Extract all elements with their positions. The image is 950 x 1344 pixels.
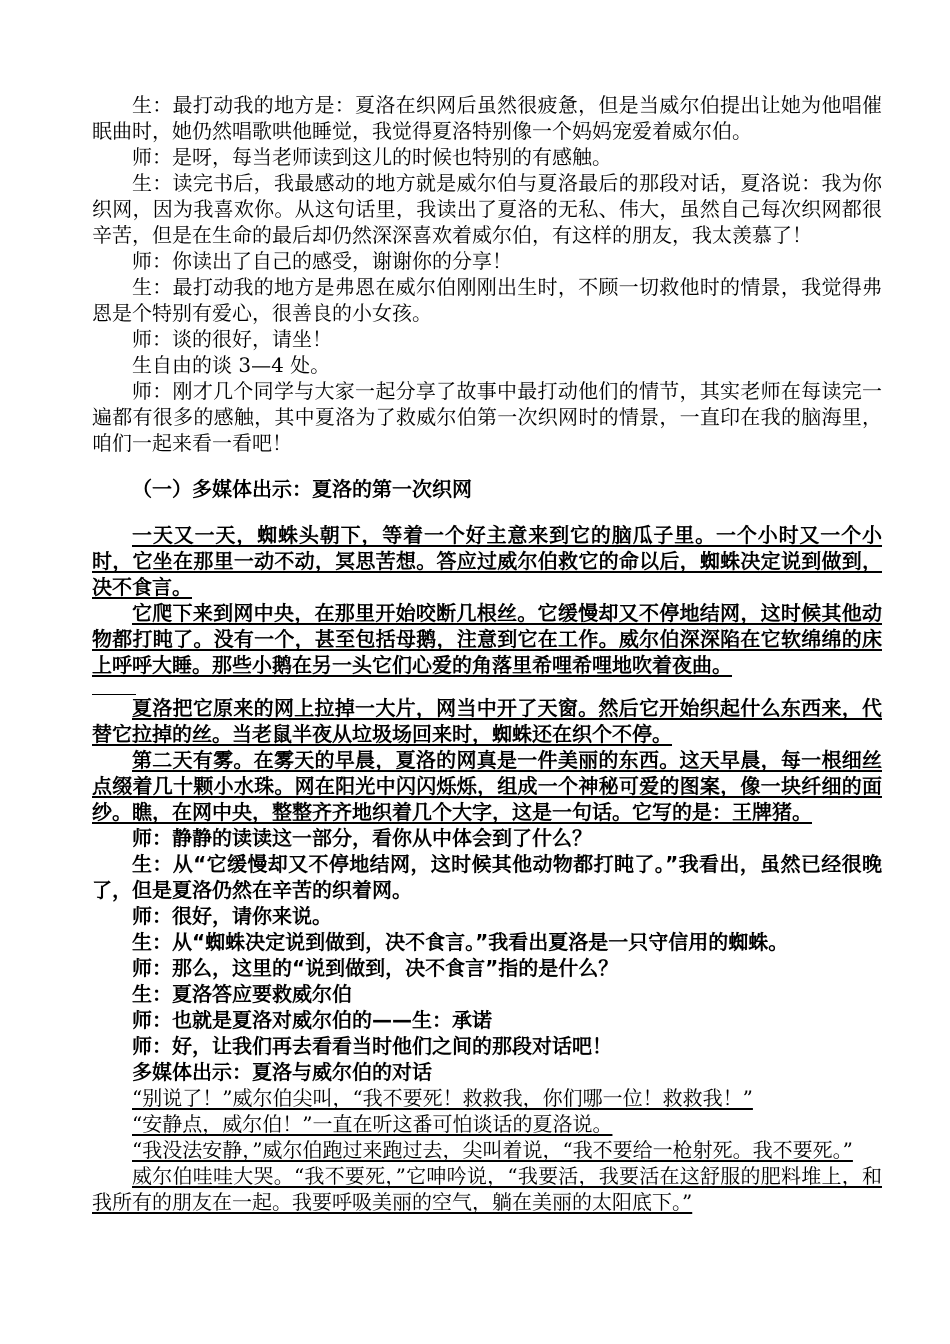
paragraph: 师：很好，请你来说。 (132, 904, 332, 928)
quote-paragraph: 它爬下来到网中央，在那里开始咬断几根丝。它缓慢却又不停地结网，这时候其他动物都打盹了。没有一个，甚至包括母鹅，注意到它在工作。威尔伯深深陷在它软绵绵的床上呼呼大睡。那些小鹅在另一头它们心爱的角落里希哩希哩地吹着夜曲。 (92, 601, 882, 677)
paragraph: 师：你读出了自己的感受，谢谢你的分享！ (132, 249, 512, 273)
paragraph: 生：读完书后，我最感动的地方就是威尔伯与夏洛最后的那段对话，夏洛说：我为你织网，因为我喜欢你。从这句话里，我读出了夏洛的无私、伟大，虽然自己每次织网都很辛苦，但是在生命的最后却仍然深深喜欢着威尔伯，有这样的朋友，我太羡慕了！ (92, 171, 882, 247)
paragraph: 师：也就是夏洛对威尔伯的——生：承诺 (132, 1008, 492, 1032)
paragraph: 多媒体出示：夏洛与威尔伯的对话 (132, 1060, 432, 1084)
dialogue-line: “别说了！”威尔伯尖叫，“我不要死！救救我，你们哪一位！救救我！” (132, 1086, 753, 1110)
paragraph: 生：从“蜘蛛决定说到做到，决不食言。”我看出夏洛是一只守信用的蜘蛛。 (132, 930, 789, 954)
paragraph: 生自由的谈 3—4 处。 (132, 353, 331, 377)
paragraph: 生：最打动我的地方是：夏洛在织网后虽然很疲惫，但是当威尔伯提出让她为他唱催眠曲时，她仍然唱歌哄他睡觉，我觉得夏洛特别像一个妈妈宠爱着威尔伯。 (92, 93, 882, 143)
dialogue-line: “安静点，威尔伯！”一直在听这番可怕谈话的夏洛说。 (132, 1112, 613, 1136)
paragraph: 生：从“它缓慢却又不停地结网，这时候其他动物都打盹了。”我看出，虽然已经很晚了，但是夏洛仍然在辛苦的织着网。 (92, 852, 882, 902)
paragraph: 师：那么，这里的“说到做到，决不食言”指的是什么？ (132, 956, 619, 980)
quote-paragraph: 一天又一天，蜘蛛头朝下，等着一个好主意来到它的脑瓜子里。一个小时又一个小时，它坐在那里一动不动，冥思苦想。答应过威尔伯救它的命以后，蜘蛛决定说到做到，决不食言。 (92, 523, 882, 599)
paragraph: 生：夏洛答应要救威尔伯 (132, 982, 352, 1006)
paragraph: 师：谈的很好，请坐！ (132, 327, 332, 351)
quote-paragraph: 夏洛把它原来的网上拉掉一大片，网当中开了天窗。然后它开始织起什么东西来，代替它拉掉的丝。当老鼠半夜从垃圾场回来时，蜘蛛还在织个不停。 (92, 696, 882, 746)
paragraph: 师：静静的读读这一部分，看你从中体会到了什么？ (132, 826, 592, 850)
document-page (92, 92, 882, 1215)
paragraph: 生：最打动我的地方是弗恩在威尔伯刚刚出生时，不顾一切救他时的情景，我觉得弗恩是个特别有爱心，很善良的小女孩。 (92, 275, 882, 325)
paragraph: 师：是呀，每当老师读到这儿的时候也特别的有感触。 (132, 145, 612, 169)
paragraph: 师：刚才几个同学与大家一起分享了故事中最打动他们的情节，其实老师在每读完一遍都有很多的感触，其中夏洛为了救威尔伯第一次织网时的情景，一直印在我的脑海里，咱们一起来看一看吧！ (92, 379, 882, 455)
dialogue-line: “我没法安静，”威尔伯跑过来跑过去，尖叫着说，“我不要给一枪射死。我不要死。” (132, 1138, 853, 1162)
paragraph: 师：好，让我们再去看看当时他们之间的那段对话吧！ (132, 1034, 612, 1058)
section-heading: （一）多媒体出示：夏洛的第一次织网 (132, 477, 472, 501)
quote-paragraph: 第二天有雾。在雾天的早晨，夏洛的网真是一件美丽的东西。这天早晨，每一根细丝点缀着几十颗小水珠。网在阳光中闪闪烁烁，组成一个神秘可爱的图案，像一块纤细的面纱。瞧，在网中央，整整齐齐地织着几个大字，这是一句话。它写的是：王牌猪。 (92, 748, 882, 824)
dialogue-line: 威尔伯哇哇大哭。“我不要死，”它呻吟说，“我要活，我要活在这舒服的肥料堆上，和我所有的朋友在一起。我要呼吸美丽的空气，躺在美丽的太阳底下。” (92, 1164, 882, 1214)
